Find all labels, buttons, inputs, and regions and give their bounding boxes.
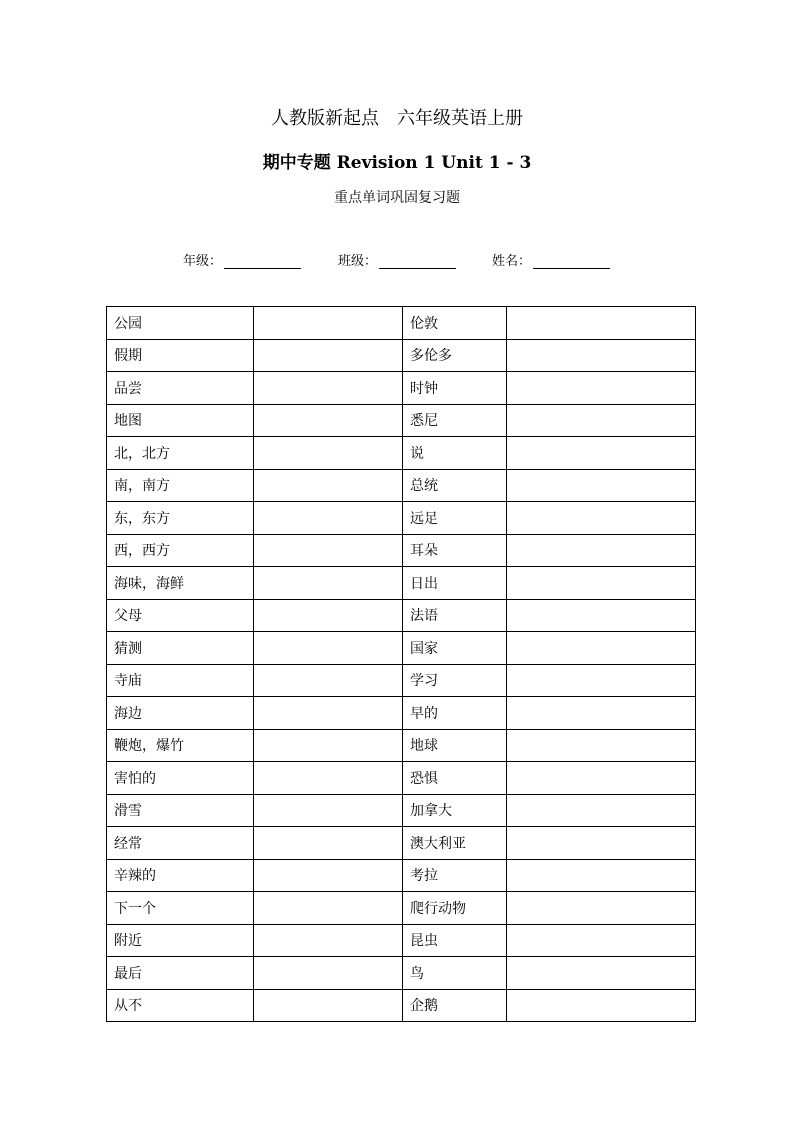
- answer-cell-right[interactable]: [507, 924, 696, 957]
- word-chinese-left: 公园: [107, 307, 254, 340]
- word-chinese-left: 滑雪: [107, 794, 254, 827]
- word-chinese-left: 南，南方: [107, 469, 254, 502]
- table-row: [107, 729, 696, 762]
- word-chinese-left: 东，东方: [107, 502, 254, 535]
- answer-cell-right[interactable]: [507, 794, 696, 827]
- word-chinese-right: 远足: [403, 502, 507, 535]
- word-chinese-right: 耳朵: [403, 534, 507, 567]
- word-chinese-left: 下一个: [107, 892, 254, 925]
- answer-cell-left[interactable]: [254, 469, 403, 502]
- answer-cell-right[interactable]: [507, 957, 696, 990]
- answer-cell-left[interactable]: [254, 599, 403, 632]
- answer-cell-right[interactable]: [507, 827, 696, 860]
- word-chinese-right: 时钟: [403, 372, 507, 405]
- answer-cell-left[interactable]: [254, 957, 403, 990]
- answer-cell-right[interactable]: [507, 567, 696, 600]
- word-chinese-left: 鞭炮，爆竹: [107, 729, 254, 762]
- answer-cell-right[interactable]: [507, 469, 696, 502]
- answer-cell-right[interactable]: [507, 599, 696, 632]
- table-row: [107, 599, 696, 632]
- word-chinese-left: 猜测: [107, 632, 254, 665]
- word-chinese-right: 总统: [403, 469, 507, 502]
- word-chinese-left: 父母: [107, 599, 254, 632]
- table-row: [107, 924, 696, 957]
- answer-cell-right[interactable]: [507, 502, 696, 535]
- table-row: [107, 469, 696, 502]
- answer-cell-right[interactable]: [507, 307, 696, 340]
- word-chinese-right: 企鹅: [403, 989, 507, 1022]
- answer-cell-right[interactable]: [507, 729, 696, 762]
- vocab-table: [106, 306, 696, 1022]
- word-chinese-right: 鸟: [403, 957, 507, 990]
- word-chinese-left: 害怕的: [107, 762, 254, 795]
- answer-cell-left[interactable]: [254, 729, 403, 762]
- page-subtitle: 期中专题 Revision 1 Unit 1 - 3: [262, 153, 532, 173]
- answer-cell-left[interactable]: [254, 437, 403, 470]
- grade-field[interactable]: [183, 250, 301, 269]
- word-chinese-left: 辛辣的: [107, 859, 254, 892]
- answer-cell-right[interactable]: [507, 339, 696, 372]
- class-blank[interactable]: [379, 254, 456, 269]
- answer-cell-left[interactable]: [254, 762, 403, 795]
- word-chinese-right: 法语: [403, 599, 507, 632]
- word-chinese-right: 爬行动物: [403, 892, 507, 925]
- answer-cell-left[interactable]: [254, 859, 403, 892]
- word-chinese-right: 悉尼: [403, 404, 507, 437]
- word-chinese-right: 多伦多: [403, 339, 507, 372]
- table-row: [107, 957, 696, 990]
- table-row: [107, 502, 696, 535]
- answer-cell-left[interactable]: [254, 632, 403, 665]
- table-row: [107, 794, 696, 827]
- word-chinese-left: 北，北方: [107, 437, 254, 470]
- answer-cell-right[interactable]: [507, 437, 696, 470]
- answer-cell-left[interactable]: [254, 664, 403, 697]
- answer-cell-right[interactable]: [507, 892, 696, 925]
- table-row: [107, 534, 696, 567]
- word-chinese-left: 寺庙: [107, 664, 254, 697]
- answer-cell-left[interactable]: [254, 892, 403, 925]
- answer-cell-right[interactable]: [507, 859, 696, 892]
- name-field[interactable]: [492, 250, 610, 269]
- answer-cell-right[interactable]: [507, 697, 696, 730]
- answer-cell-left[interactable]: [254, 307, 403, 340]
- grade-label: 年级：: [183, 254, 223, 269]
- answer-cell-right[interactable]: [507, 989, 696, 1022]
- answer-cell-right[interactable]: [507, 664, 696, 697]
- table-row: [107, 372, 696, 405]
- word-chinese-right: 国家: [403, 632, 507, 665]
- table-row: [107, 339, 696, 372]
- word-chinese-left: 海味，海鲜: [107, 567, 254, 600]
- class-field[interactable]: [338, 250, 456, 269]
- word-chinese-right: 澳大利亚: [403, 827, 507, 860]
- class-label: 班级：: [338, 254, 378, 269]
- word-chinese-right: 恐惧: [403, 762, 507, 795]
- table-row: [107, 859, 696, 892]
- word-chinese-right: 日出: [403, 567, 507, 600]
- exercise-topic: 重点单词巩固复习题: [334, 190, 460, 206]
- answer-cell-left[interactable]: [254, 924, 403, 957]
- table-row: [107, 664, 696, 697]
- table-row: [107, 989, 696, 1022]
- word-chinese-left: 最后: [107, 957, 254, 990]
- word-chinese-right: 昆虫: [403, 924, 507, 957]
- answer-cell-left[interactable]: [254, 404, 403, 437]
- table-row: [107, 892, 696, 925]
- answer-cell-left[interactable]: [254, 372, 403, 405]
- answer-cell-right[interactable]: [507, 534, 696, 567]
- answer-cell-left[interactable]: [254, 989, 403, 1022]
- answer-cell-right[interactable]: [507, 372, 696, 405]
- word-chinese-left: 经常: [107, 827, 254, 860]
- page-title: 人教版新起点 六年级英语上册: [271, 108, 523, 129]
- table-row: [107, 567, 696, 600]
- answer-cell-left[interactable]: [254, 567, 403, 600]
- vocab-table-body: [107, 307, 696, 1022]
- word-chinese-right: 考拉: [403, 859, 507, 892]
- answer-cell-right[interactable]: [507, 762, 696, 795]
- answer-cell-left[interactable]: [254, 794, 403, 827]
- answer-cell-left[interactable]: [254, 697, 403, 730]
- answer-cell-right[interactable]: [507, 632, 696, 665]
- word-chinese-left: 假期: [107, 339, 254, 372]
- answer-cell-left[interactable]: [254, 502, 403, 535]
- word-chinese-left: 品尝: [107, 372, 254, 405]
- grade-blank[interactable]: [224, 254, 301, 269]
- table-row: [107, 307, 696, 340]
- table-row: [107, 404, 696, 437]
- word-chinese-right: 地球: [403, 729, 507, 762]
- word-chinese-left: 海边: [107, 697, 254, 730]
- word-chinese-right: 学习: [403, 664, 507, 697]
- word-chinese-left: 附近: [107, 924, 254, 957]
- table-row: [107, 697, 696, 730]
- word-chinese-right: 加拿大: [403, 794, 507, 827]
- answer-cell-left[interactable]: [254, 827, 403, 860]
- answer-cell-left[interactable]: [254, 534, 403, 567]
- word-chinese-right: 伦敦: [403, 307, 507, 340]
- answer-cell-right[interactable]: [507, 404, 696, 437]
- word-chinese-right: 早的: [403, 697, 507, 730]
- word-chinese-right: 说: [403, 437, 507, 470]
- name-label: 姓名：: [492, 254, 532, 269]
- table-row: [107, 827, 696, 860]
- answer-cell-left[interactable]: [254, 339, 403, 372]
- word-chinese-left: 从不: [107, 989, 254, 1022]
- word-chinese-left: 西，西方: [107, 534, 254, 567]
- table-row: [107, 437, 696, 470]
- word-chinese-left: 地图: [107, 404, 254, 437]
- table-row: [107, 632, 696, 665]
- name-blank[interactable]: [533, 254, 610, 269]
- table-row: [107, 762, 696, 795]
